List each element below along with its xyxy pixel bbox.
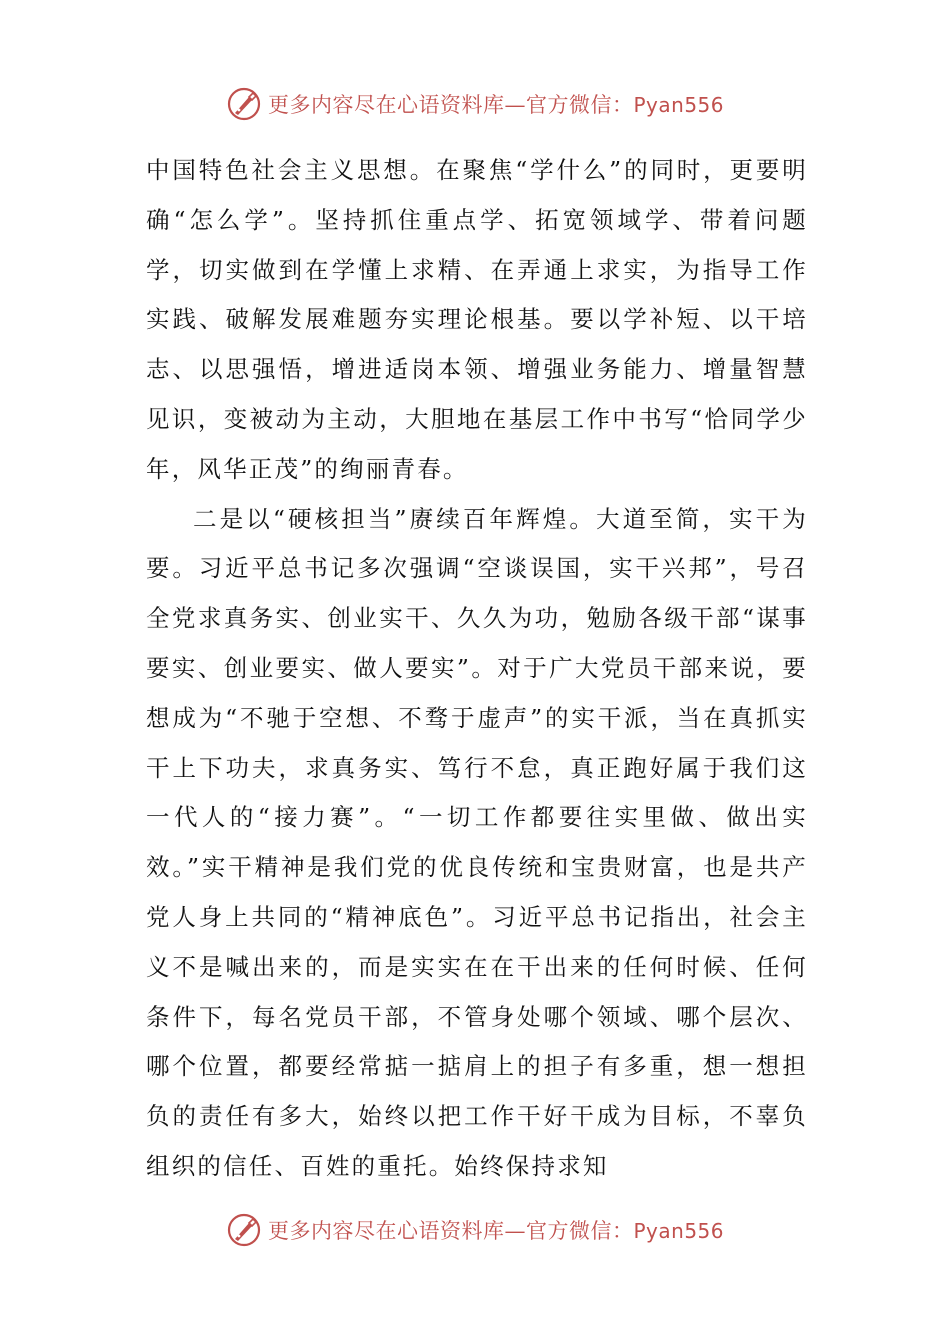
paragraph-1: 中国特色社会主义思想。在聚焦“学什么”的同时，更要明确“怎么学”。坚持抓住重点学、拓宽领域学、带着问题学，切实做到在学懂上求精、在弄通上求实，为指导工作实践、破解发展难题夯实理论根基。要以学补短、以干培志、以思强悟，增进适岗本领、增强业务能力、增量智慧见识，变被动为主动，大胆地在基层工作中书写“恰同学少年，风华正茂”的绚丽青春。 [146,156,808,483]
document-body [146,146,808,1192]
footer-banner [0,1210,950,1250]
pen-nib-icon [226,1212,262,1248]
header-wechat-id: Pyan556 [633,93,724,117]
header-banner-text: 更多内容尽在心语资料库—官方微信：Pyan556 [267,93,724,117]
footer-wechat-id: Pyan556 [633,1219,724,1243]
footer-banner-text: 更多内容尽在心语资料库—官方微信：Pyan556 [267,1219,724,1243]
pen-nib-icon [226,86,262,122]
paragraph-2: 二是以“硬核担当”赓续百年辉煌。大道至简，实干为要。习近平总书记多次强调“空谈误国，实干兴邦”，号召全党求真务实、创业实干、久久为功，勉励各级干部“谋事要实、创业要实、做人要实”。对于广大党员干部来说，要想成为“不驰于空想、不骛于虚声”的实干派，当在真抓实干上下功夫，求真务实、笃行不怠，真正跑好属于我们这一代人的“接力赛”。“一切工作都要往实里做、做出实效。”实干精神是我们党的优良传统和宝贵财富，也是共产党人身上共同的“精神底色”。习近平总书记指出，社会主义不是喊出来的，而是实实在在干出来的任何时候、任何条件下，每名党员干部，不管身处哪个领域、哪个层次、哪个位置，都要经常掂一掂肩上的担子有多重，想一想担负的责任有多大，始终以把工作干好干成为目标，不辜负组织的信任、百姓的重托。始终保持求知 [146,504,808,1180]
header-banner [0,84,950,124]
